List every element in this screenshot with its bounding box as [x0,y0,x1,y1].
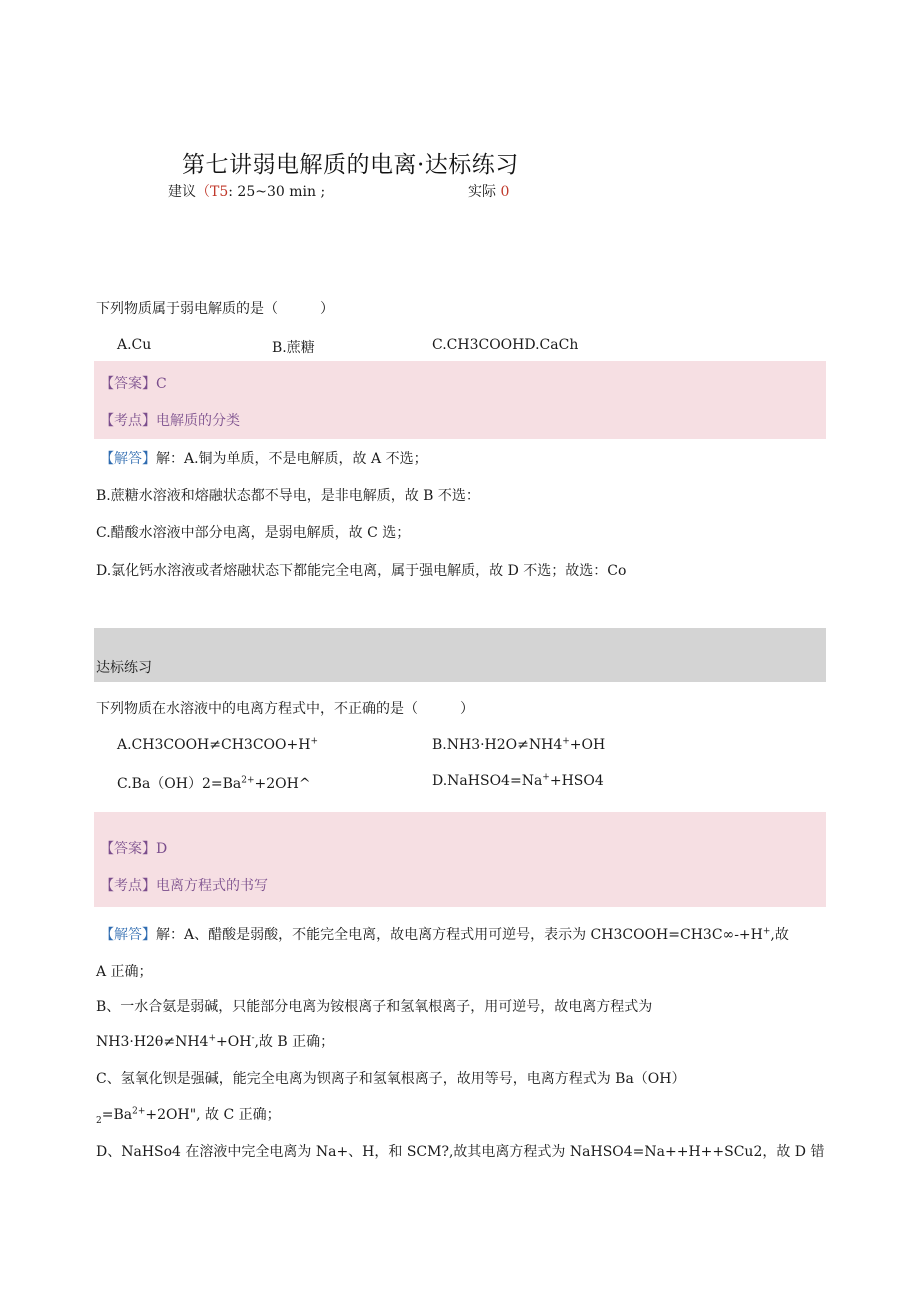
q2-line4-mid: +OH [216,1034,252,1050]
q2-point [100,875,268,895]
point-value: 电离方程式的书写 [156,878,268,894]
q2-option-c-tail: +2OH^ [254,776,311,792]
q2-line4-sup2: - [251,1033,255,1044]
q2-line1-text: 解：A、醋酸是弱酸，不能完全电离，故电离方程式用可逆号，表示为 CH3COOH=CH3C∞-+H [156,927,763,943]
q1-point [100,410,240,430]
q2-line6-sup: 2+ [132,1106,146,1117]
q2-option-b [432,737,605,753]
q2-explain-line-7: D、NaHSo4 在溶液中完全电离为 Na+、H，和 SCM?,故其电离方程式为 NaHSO4=Na++H++SCu2，故 D 错 [96,1144,825,1160]
q2-explain-line-3: B、一水合氨是弱碱，只能部分电离为铵根离子和氢氧根离子，用可逆号，故电离方程式为 [96,999,653,1015]
answer-tag: 【答案】 [100,376,156,392]
suggest-label: 建议 [168,184,196,200]
q2-explain-line-1 [100,924,789,944]
answer-value: D [156,841,168,857]
q2-line1-tail: ,故 [770,927,789,943]
q2-option-a-text: A.CH3COOH≠CH3COO+H [117,737,311,753]
q2-explain-line-2: A 正确； [96,964,153,980]
q2-option-b-tail: +OH [569,737,606,753]
actual-label: 实际 [468,184,496,200]
q2-option-c [117,773,311,793]
q2-line6-tail: +2OH", 故 C 正确； [145,1107,281,1123]
point-value: 电解质的分类 [156,413,240,429]
q2-line6-sub: 2 [96,1115,102,1126]
q2-option-d-sup: + [542,772,550,783]
suggest-time-text: : 25~30 min ; [228,184,326,200]
answer-tag: 【答案】 [100,841,156,857]
answer-value: C [156,376,167,392]
q2-option-d-text: D.NaHSO4=Na [432,773,543,789]
q1-explain-line-4: D.氯化钙水溶液或者熔融状态下都能完全电离，属于强电解质，故 D 不选；故选：Co [96,563,627,579]
q2-line4-tail: ,故 B 正确； [254,1034,335,1050]
section-band [94,628,826,682]
q1-explain-line-1 [100,448,428,468]
q2-line4-sup: + [208,1033,217,1044]
q1-explain-line-2: B.蔗糖水溶液和熔融状态都不导电，是非电解质，故 B 不选： [96,488,480,504]
q2-option-c-sup: 2+ [241,775,255,786]
q2-option-c-text: C.Ba（OH）2=Ba [117,776,242,792]
actual-time [468,181,509,201]
explain-text: 解：A.铜为单质，不是电解质，故 A 不选； [156,451,428,467]
q2-option-d-tail: +HSO4 [549,773,604,789]
q2-line6-text: =Ba [101,1107,133,1123]
suggest-time [168,181,325,201]
q2-explain-line-6 [96,1104,281,1124]
actual-value: 0 [500,184,510,200]
q2-option-a [117,737,318,753]
explain-tag: 【解答】 [100,927,156,943]
q2-answer [100,838,167,858]
q2-option-b-sup: + [562,736,570,747]
q1-option-a: A.Cu [117,337,152,353]
q1-option-b: B.蔗糖 [272,340,315,356]
q2-line1-sup: + [762,926,771,937]
q2-option-b-text: B.NH3·H2O≠NH4 [432,737,563,753]
q2-stem: 下列物质在水溶液中的电离方程式中，不正确的是（ ） [96,701,474,717]
q2-option-a-sup: + [310,736,318,747]
q2-option-d [432,773,604,789]
section-label: 达标练习 [96,660,152,676]
q1-answer [100,373,167,393]
q2-explain-line-5: C、氢氧化钡是强碱，能完全电离为钡离子和氢氧根离子，故用等号，电离方程式为 Ba（OH） [96,1071,686,1087]
q1-stem: 下列物质属于弱电解质的是（ ） [96,301,334,317]
point-tag: 【考点】 [100,413,156,429]
q2-line4-text: NH3·H2θ≠NH4 [96,1034,209,1050]
page-title: 第七讲弱电解质的电离·达标练习 [182,152,519,178]
q2-explain-line-4 [96,1031,334,1051]
q1-explain-line-3: C.醋酸水溶液中部分电离，是弱电解质，故 C 选； [96,525,411,541]
suggest-value: （T5 [196,184,229,200]
explain-tag: 【解答】 [100,451,156,467]
point-tag: 【考点】 [100,878,156,894]
q1-option-cd: C.CH3COOHD.CaCh [432,337,579,353]
